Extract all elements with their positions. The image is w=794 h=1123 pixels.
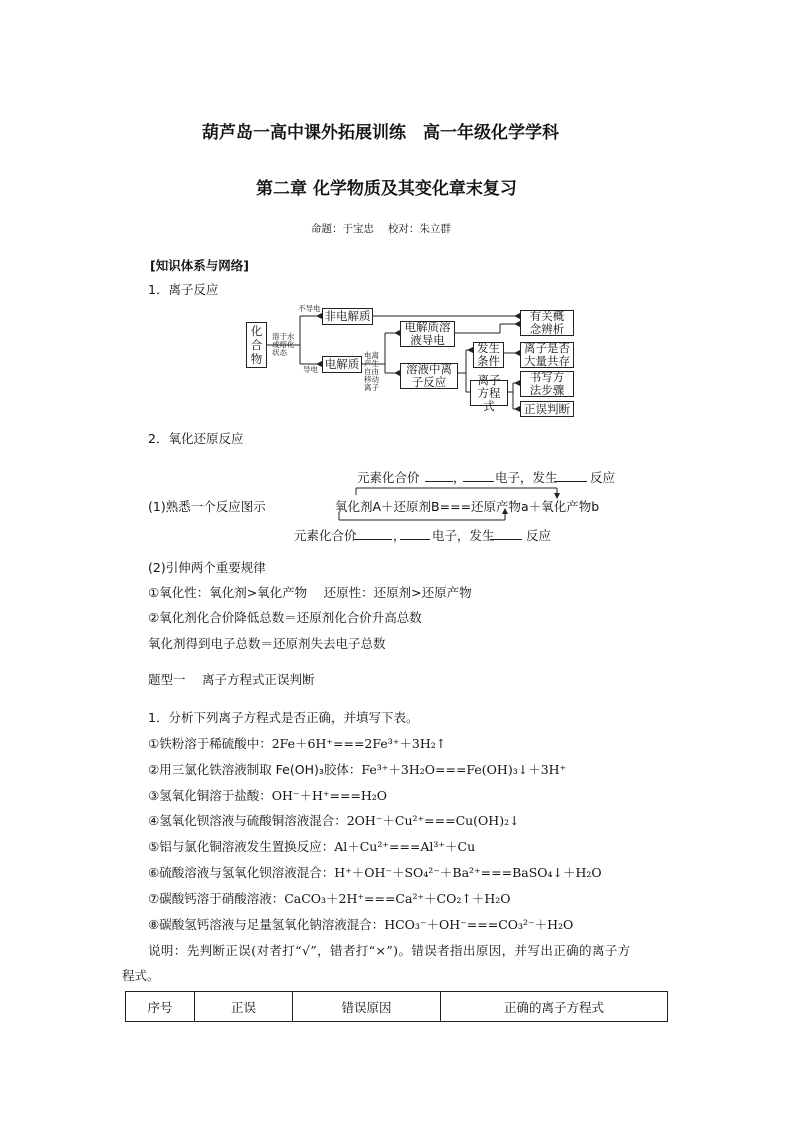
box-occur-condition: 发生条件 [473,342,504,368]
label-nonconduct: 不导电 [298,304,321,313]
box-electrolyte: 电解质 [322,356,362,373]
chapter-title: 第二章 化学物质及其变化章末复习 [256,179,517,199]
box-non-electrolyte: 非电解质 [322,308,373,325]
rules-title: (2)引伸两个重要规律 [148,560,266,575]
col-correct: 正误 [195,992,293,1022]
note-line-2: 程式。 [122,968,160,983]
box-writing-steps: 书写方法步骤 [520,371,574,397]
redox-bot-label-a: 元素化合价 [294,528,357,543]
answer-table [125,991,668,1022]
redox-arrows [0,0,794,560]
rule-1: ①氧化性：氧化剂>氧化产物 还原性：还原剂>还原产物 [148,585,472,600]
credits: 命题：于宝忠 校对：朱立群 [311,223,451,235]
question-1-intro: 1．分析下列离子方程式是否正确，并填写下表。 [148,710,419,725]
blank-bot-3[interactable] [490,539,522,540]
blank-bot-2[interactable] [400,539,430,540]
section-knowledge: [知识体系与网络] [150,258,249,273]
col-correct-equation: 正确的离子方程式 [441,992,668,1022]
box-solution-ionic: 溶液中离子反应 [400,363,458,389]
box-coexist: 离子是否大量共存 [520,342,574,368]
list-item: ②用三氯化铁溶液制取 Fe(OH)₃胶体：Fe³⁺＋3H₂O===Fe(OH)₃↓＋3H⁺ [148,762,567,777]
box-judgement: 正误判断 [520,401,574,417]
box-ionic-equation: 离子方程式 [470,380,508,406]
label-dissolve-condition: 溶于水或熔化状态 [272,332,295,357]
redox-familiar: (1)熟悉一个反应图示 [148,499,266,514]
part1-title: 1．离子反应 [148,282,219,297]
list-item: ⑤铝与氯化铜溶液发生置换反应：Al＋Cu²⁺===Al³⁺＋Cu [148,839,476,854]
question-type-heading: 题型一 离子方程式正误判断 [148,672,315,687]
part2-title: 2．氧化还原反应 [148,431,244,446]
redox-main-equation: 氧化剂A＋还原剂B===还原产物a＋氧化产物b [335,499,600,514]
list-item: ①铁粉溶于稀硫酸中：2Fe＋6H⁺===2Fe³⁺＋3H₂↑ [148,736,447,751]
list-item: ③氢氧化铜溶于盐酸：OH⁻＋H⁺===H₂O [148,788,388,803]
redox-bot-label-b: 电子，发生 [432,528,495,543]
col-reason: 错误原因 [293,992,441,1022]
redox-top-label-b: 电子，发生 [495,470,558,485]
box-solution-conduct: 电解质溶液导电 [400,321,455,347]
label-conduct: 导电 [303,365,318,374]
label-ionize: 电离产生自由移动离子 [364,351,379,392]
list-item: ⑥硫酸溶液与氢氧化钡溶液混合：H⁺＋OH⁻＋SO₄²⁻＋Ba²⁺===BaSO₄↓＋H₂O [148,865,602,880]
list-item: ⑧碳酸氢钙溶液与足量氢氧化钠溶液混合：HCO₃⁻＋OH⁻===CO₃²⁻＋H₂O [148,917,574,932]
col-index: 序号 [126,992,195,1022]
rule-2a: ②氧化剂化合价降低总数＝还原剂化合价升高总数 [148,610,422,625]
rule-2b: 氧化剂得到电子总数＝还原剂失去电子总数 [148,636,386,651]
list-item: ⑦碳酸钙溶于硝酸溶液：CaCO₃＋2H⁺===Ca²⁺＋CO₂↑＋H₂O [148,891,511,906]
doc-title: 葫芦岛一高中课外拓展训练 高一年级化学学科 [202,123,559,143]
list-item: ④氢氧化钡溶液与硫酸铜溶液混合：2OH⁻＋Cu²⁺===Cu(OH)₂↓ [148,813,520,828]
redox-top-label-a: 元素化合价 [357,470,420,485]
note-line-1: 说明：先判断正误(对者打“√”，错者打“×”)。错误者指出原因，并写出正确的离子方 [148,943,631,958]
redox-top-label-c: 反应 [590,470,616,485]
box-concept-analysis: 有关概念辨析 [520,310,574,336]
box-compound: 化合物 [246,322,267,368]
redox-bot-label-c: 反应 [526,528,552,543]
blank-bot-1[interactable] [354,539,392,540]
table-header-row [126,992,668,1022]
